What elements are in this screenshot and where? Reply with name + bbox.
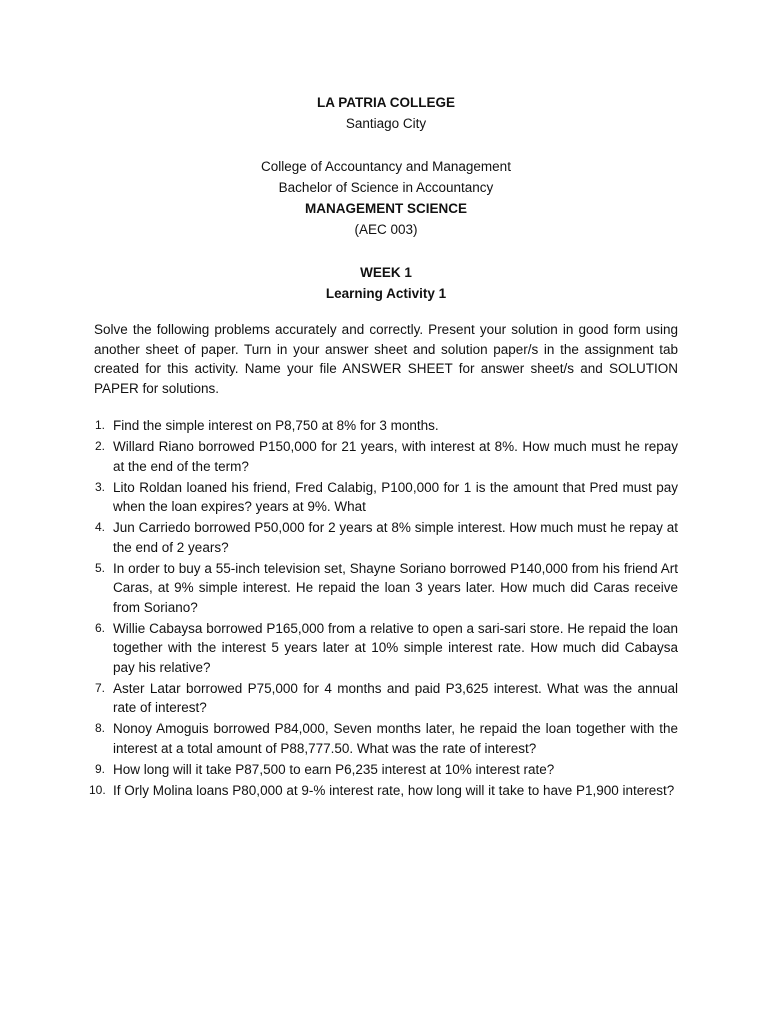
problem-number: 10.: [89, 782, 106, 797]
problem-text: In order to buy a 55-inch television set, Shayne Soriano borrowed P140,000 from his friend Art Caras, at 9% simple interest. He repaid the loan 3 years later. How much did Caras receive from Soriano?: [113, 560, 678, 615]
instructions-paragraph: Solve the following problems accurately and correctly. Present your solution in good form using another sheet of paper. Turn in your answer sheet and solution paper/s in the assignment tab created for this activity. Name your file ANSWER SHEET for answer sheet/s and SOLUTION PAPER for solutions.: [94, 322, 678, 396]
problem-item: [89, 781, 678, 801]
week-label: WEEK 1: [360, 265, 412, 280]
problem-text: Find the simple interest on P8,750 at 8% for 3 months.: [113, 418, 439, 433]
problem-item: [94, 679, 678, 718]
school-city: Santiago City: [345, 116, 427, 131]
problem-number: 9.: [94, 761, 105, 776]
problem-number: 5.: [94, 560, 105, 575]
college-name: College of Accountancy and Management: [261, 159, 511, 174]
problem-text: Willard Riano borrowed P150,000 for 21 years, with interest at 8%. How much must he repay at the end of the term?: [113, 439, 678, 474]
problem-number: 1.: [94, 418, 105, 432]
problem-text: Nonoy Amoguis borrowed P84,000, Seven months later, he repaid the loan together with the interest at a total amount of P88,777.50. What was the rate of interest?: [113, 721, 678, 756]
program-name: Bachelor of Science in Accountancy: [278, 180, 494, 195]
problem-number: 6.: [94, 620, 105, 635]
problem-number: 2.: [94, 439, 105, 453]
problem-text: If Orly Molina loans P80,000 at 9-% interest rate, how long will it take to have P1,900 interest?: [113, 782, 675, 798]
problem-item: [94, 559, 678, 618]
problem-text: Willie Cabaysa borrowed P165,000 from a relative to open a sari-sari store. He repaid the loan together with the interest 5 years later at 10% simple interest rate. How much did Cabaysa pay his relative?: [113, 620, 678, 675]
document-header: [94, 92, 678, 304]
problem-text: Lito Roldan loaned his friend, Fred Calabig, P100,000 for 1 is the amount that Pred must pay when the loan expires? years at 9%. What: [113, 479, 678, 514]
activity-title: Learning Activity 1: [325, 286, 447, 301]
problem-item: [94, 760, 678, 780]
problem-item: [94, 478, 678, 517]
problem-list: [89, 416, 678, 800]
problem-item: [94, 416, 678, 436]
problem-number: 7.: [94, 680, 105, 695]
problem-text: Aster Latar borrowed P75,000 for 4 months and paid P3,625 interest. What was the annual rate of interest?: [113, 680, 678, 715]
problem-text: How long will it take P87,500 to earn P6,235 interest at 10% interest rate?: [113, 761, 555, 777]
problem-number: 4.: [94, 520, 105, 534]
problem-number: 8.: [94, 721, 105, 735]
problem-item: [94, 619, 678, 678]
course-title: MANAGEMENT SCIENCE: [304, 201, 467, 216]
problem-item: [94, 437, 678, 476]
school-name: LA PATRIA COLLEGE: [317, 95, 455, 110]
problem-item: [94, 719, 678, 758]
problem-number: 3.: [94, 479, 105, 494]
problem-item: [94, 518, 678, 557]
problem-text: Jun Carriedo borrowed P50,000 for 2 years at 8% simple interest. How much must he repay at the end of 2 years?: [113, 520, 678, 555]
course-code: (AEC 003): [354, 222, 418, 237]
